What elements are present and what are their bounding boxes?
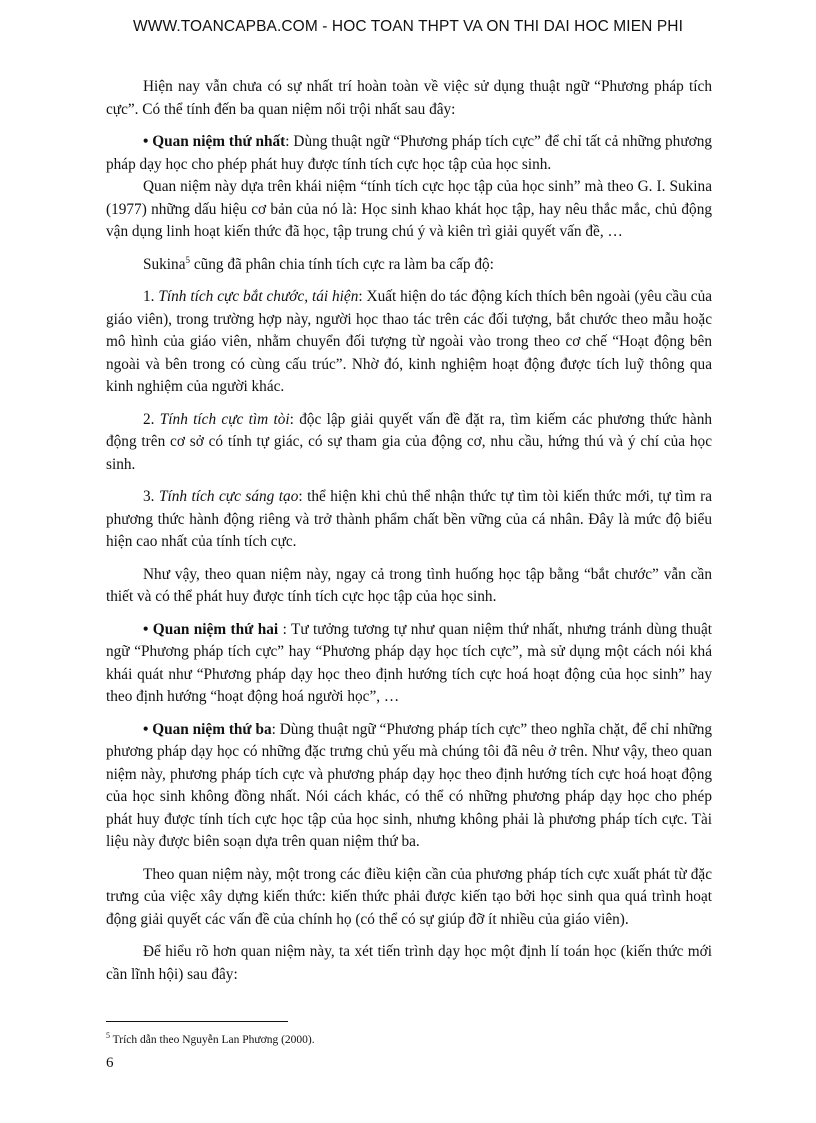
footnote-marker: 5 — [106, 1031, 110, 1040]
body-text — [106, 76, 712, 996]
sukina-name: Sukina — [143, 255, 186, 273]
level-2-text: : độc lập giải quyết vấn đề đặt ra, tìm kiếm các phương thức hành động trên cơ sở có tính tự giác, có sự tham gia của động cơ, nhu cầu, hứng thú và ý chí của học sinh. — [106, 410, 712, 473]
list-item-level-2 — [106, 409, 712, 477]
page-header: WWW.TOANCAPBA.COM - HOC TOAN THPT VA ON THI DAI HOC MIEN PHI — [133, 18, 683, 35]
level-3-title: Tính tích cực sáng tạo — [158, 488, 299, 505]
paragraph-condition: Theo quan niệm này, một trong các điều kiện cần của phương pháp tích cực xuất phát từ đặc trưng của việc xây dựng kiến thức: kiến thức phải được kiến tạo bởi học sinh qua quá trình hoạt động giải quyết các vấn đề của chính họ (có thể có sự giúp đỡ ít nhiều của giáo viên). — [106, 865, 712, 928]
footnote-text: Trích dẫn theo Nguyễn Lan Phương (2000). — [110, 1033, 315, 1046]
footnote-ref: 5 — [185, 254, 190, 265]
list-item-level-1 — [106, 286, 712, 399]
footnote-divider — [106, 1021, 288, 1022]
paragraph-example-intro: Để hiểu rõ hơn quan niệm này, ta xét tiến trình dạy học một định lí toán học (kiến thức mới cần lĩnh hội) sau đây: — [106, 943, 712, 983]
view-2-heading: • Quan niệm thứ hai — [143, 620, 279, 638]
level-3-text: : thể hiện khi chủ thể nhận thức tự tìm tòi kiến thức mới, tự tìm ra phương thức hành động riêng và trở thành phẩm chất bền vững của cá nhân. Đây là mức độ biểu hiện cao nhất của tính tích cực. — [106, 488, 712, 550]
paragraph-intro: Hiện nay vẫn chưa có sự nhất trí hoàn toàn về việc sử dụng thuật ngữ “Phương pháp tích cực”. Có thể tính đến ba quan niệm nổi trội nhất sau đây: — [106, 78, 712, 118]
view-1-text: : Dùng thuật ngữ “Phương pháp tích cực” để chỉ tất cả những phương pháp dạy học cho phép phát huy được tính tích cực học tập của học sinh. — [106, 133, 712, 173]
footnote — [106, 1031, 315, 1046]
view-2-text: : Tư tưởng tương tự như quan niệm thứ nhất, nhưng tránh dùng thuật ngữ “Phương pháp tích cực” hay “Phương pháp dạy học tích cực”, mà sử dụng một cách nói khá khái quát như “Phương pháp dạy học theo định hướng tích cực hoá hoạt động của học sinh” hay theo định hướng “hoạt động hoá người học”, … — [106, 620, 712, 705]
paragraph-view-2 — [106, 619, 712, 709]
level-1-text: : Xuất hiện do tác động kích thích bên ngoài (yêu cầu của giáo viên), trong trường hợp này, người học thao tác trên các đối tượng, bắt chước theo mẫu hoặc mô hình của giáo viên, nhằm chuyển đối tượng từ ngoài vào trong theo cơ chế “Hoạt động bên ngoài và bên trong có cùng cấu trúc”. Nhờ đó, kinh nghiệm hoạt động được tích luỹ thông qua kinh nghiệm của người khác. — [106, 288, 713, 395]
list-item-level-3 — [106, 486, 712, 554]
level-1-title: Tính tích cực bắt chước, tái hiện — [158, 288, 359, 305]
view-3-text: : Dùng thuật ngữ “Phương pháp tích cực” theo nghĩa chặt, để chỉ những phương pháp dạy học có những đặc trưng chủ yếu mà chúng tôi đã nêu ở trên. Như vậy, theo quan niệm này, phương pháp tích cực và phương pháp dạy học theo định hướng tích cực hoá hoạt động của học sinh không đồng nhất. Nói cách khác, có thể có những phương pháp dạy học cho phép phát huy được tính tích cực học tập của học sinh, nhưng không phải là phương pháp tích cực. Tài liệu này được biên soạn dựa trên quan niệm thứ ba. — [106, 720, 712, 850]
paragraph-sukina-definition: Quan niệm này dựa trên khái niệm “tính tích cực học tập của học sinh” mà theo G. I. Sukina (1977) những dấu hiệu cơ bản của nó là: Học sinh khao khát học tập, hay nêu thắc mắc, chủ động vận dụng linh hoạt kiến thức đã học, tập trung chú ý và kiên trì giải quyết vấn đề, … — [106, 178, 712, 240]
level-2-number: 2. — [143, 410, 160, 428]
paragraph-view-3 — [106, 719, 712, 854]
page-number: 6 — [106, 1055, 114, 1071]
level-1-number: 1. — [143, 288, 159, 305]
level-3-number: 3. — [143, 488, 159, 505]
view-3-heading: • Quan niệm thứ ba — [143, 720, 272, 738]
view-1-heading: • Quan niệm thứ nhất — [143, 133, 286, 150]
level-2-title: Tính tích cực tìm tòi — [159, 410, 290, 428]
paragraph-view-1 — [106, 131, 712, 176]
paragraph-imitation-note: Như vậy, theo quan niệm này, ngay cả trong tình huống học tập bằng “bắt chước” vẫn cần thiết và có thể phát huy được tính tích cực học tập của học sinh. — [106, 565, 712, 605]
sukina-levels-text: cũng đã phân chia tính tích cực ra làm ba cấp độ: — [190, 255, 494, 273]
paragraph-sukina-levels — [106, 254, 712, 277]
